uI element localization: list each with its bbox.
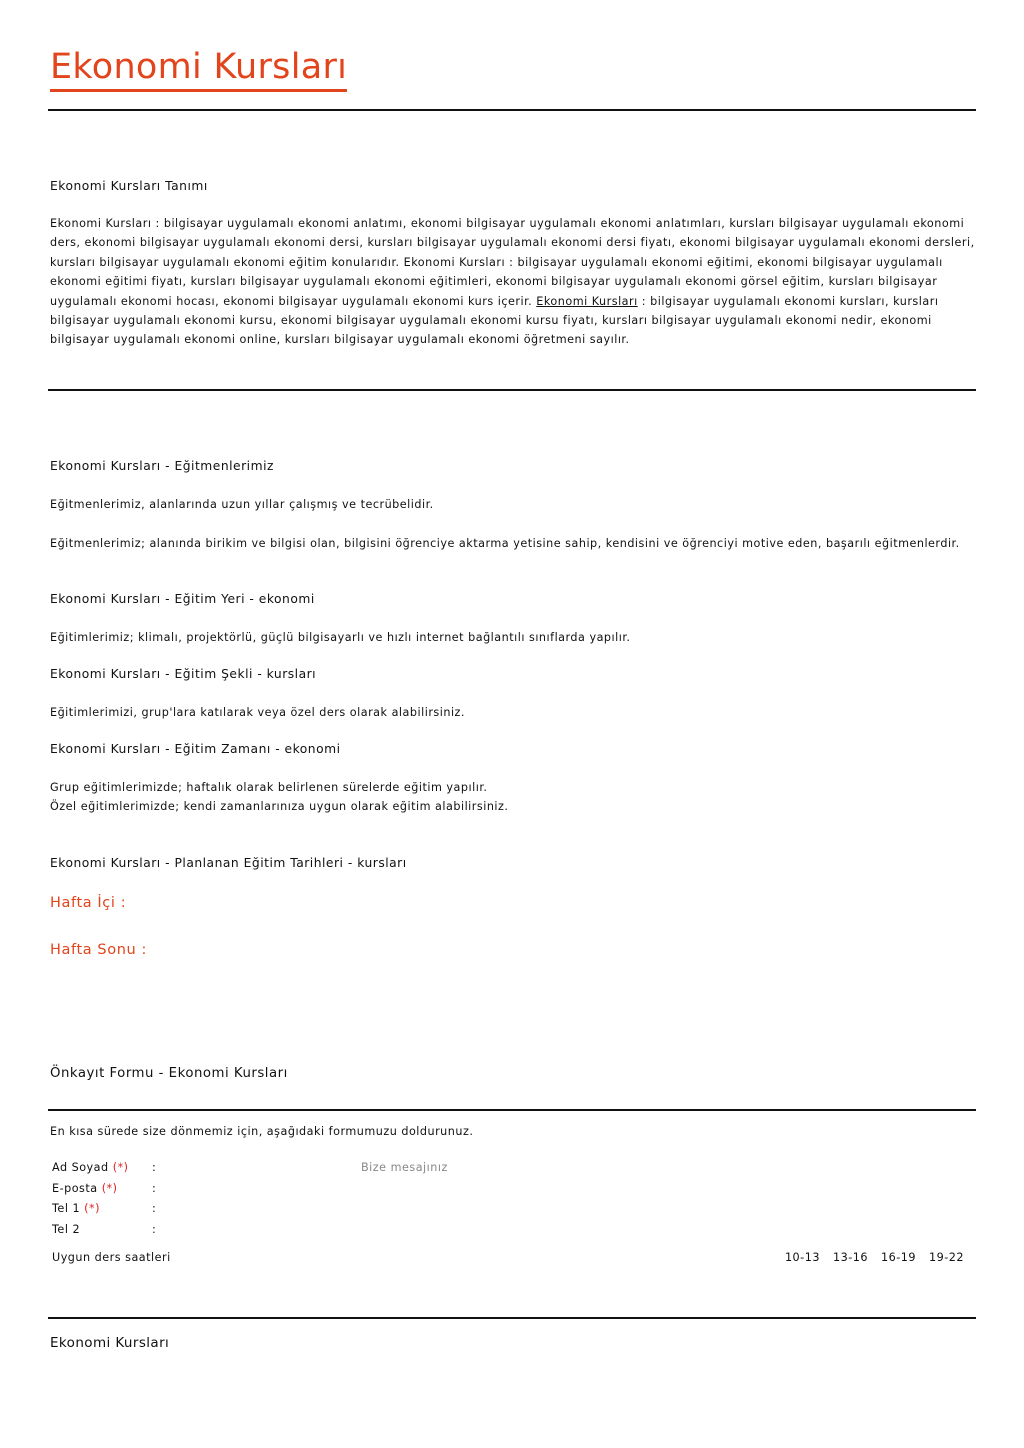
- weekday-label: Hafta İçi :: [50, 895, 127, 911]
- hours-slots: [772, 1251, 964, 1264]
- form-intro: En kısa sürede size dönmemiz için, aşağıdaki formumuzu doldurunuz.: [50, 1125, 474, 1138]
- style-heading: Ekonomi Kursları - Eğitim Şekli - kursları: [50, 667, 317, 681]
- divider: [48, 389, 976, 391]
- footer-title: Ekonomi Kursları: [50, 1335, 170, 1351]
- intro-text-after: : bilgisayar uygulamalı ekonomi kursları, kursları bilgisayar uygulamalı ekonomi kursu, ekonomi bilgisayar uygulamalı ekonomi kursu fiyatı, kursları bilgisayar uygulamalı ekonomi nedir, ekonomi bilgisayar uygulamalı ekonomi online, kursları bilgisayar uygulamalı ekonomi öğretmeni sayılır.: [50, 294, 939, 347]
- field-colon: :: [152, 1182, 157, 1195]
- field-label: Tel 2: [52, 1223, 81, 1236]
- intro-text-before: Ekonomi Kursları : bilgisayar uygulamalı ekonomi anlatımı, ekonomi bilgisayar uygulamalı ekonomi anlatımları, kursları bilgisayar uygulamalı ekonomi ders, ekonomi bilgisayar uygulamalı ekonomi dersi, kursları bilgisayar uygulamalı ekonomi dersi fiyatı, ekonomi bilgisayar uygulamalı ekonomi dersleri, kursları bilgisayar uygulamalı ekonomi eğitim konularıdır. Ekonomi Kursları : bilgisayar uygulamalı ekonomi eğitimi, ekonomi bilgisayar uygulamalı ekonomi eğitimi fiyatı, kursları bilgisayar uygulamalı ekonomi eğitimleri, ekonomi bilgisayar uygulamalı ekonomi görsel eğitim, kursları bilgisayar uygulamalı ekonomi hocası, ekonomi bilgisayar uygulamalı ekonomi kurs içerir.: [50, 217, 975, 308]
- field-colon: :: [152, 1161, 157, 1174]
- field-label: Ad Soyad (*): [52, 1161, 129, 1174]
- field-colon: :: [152, 1202, 157, 1215]
- page-title: Ekonomi Kursları: [50, 46, 347, 92]
- intro-paragraph: [50, 214, 976, 350]
- message-input[interactable]: Bize mesajınız: [361, 1161, 448, 1174]
- time-text-1: Grup eğitimlerimizde; haftalık olarak belirlenen sürelerde eğitim yapılır.: [50, 781, 488, 794]
- intro-link[interactable]: Ekonomi Kursları: [536, 294, 638, 308]
- slot-option[interactable]: 16-19: [880, 1251, 916, 1264]
- slot-option[interactable]: 13-16: [832, 1251, 868, 1264]
- slot-option[interactable]: 19-22: [928, 1251, 964, 1264]
- instructors-text-1: Eğitmenlerimiz, alanlarında uzun yıllar çalışmış ve tecrübelidir.: [50, 498, 434, 511]
- instructors-heading: Ekonomi Kursları - Eğitmenlerimiz: [50, 459, 274, 473]
- field-colon: :: [152, 1223, 157, 1236]
- instructors-text-2: Eğitmenlerimiz; alanında birikim ve bilgisi olan, bilgisini öğrenciye aktarma yetisine sahip, kendisini ve öğrenciyi motive eden, başarılı eğitmenlerdir.: [50, 537, 960, 550]
- divider: [48, 1109, 976, 1111]
- hours-label: Uygun ders saatleri: [52, 1251, 171, 1264]
- slot-option[interactable]: 10-13: [784, 1251, 820, 1264]
- field-label: E-posta (*): [52, 1182, 118, 1195]
- time-heading: Ekonomi Kursları - Eğitim Zamanı - ekonomi: [50, 742, 341, 756]
- divider: [48, 1317, 976, 1319]
- time-text-2: Özel eğitimlerimizde; kendi zamanlarınıza uygun olarak eğitim alabilirsiniz.: [50, 800, 509, 813]
- style-text: Eğitimlerimizi, grup'lara katılarak veya özel ders olarak alabilirsiniz.: [50, 706, 465, 719]
- field-label: Tel 1 (*): [52, 1202, 100, 1215]
- place-text: Eğitimlerimiz; klimalı, projektörlü, güçlü bilgisayarlı ve hızlı internet bağlantılı sınıflarda yapılır.: [50, 631, 631, 644]
- schedule-heading: Ekonomi Kursları - Planlanan Eğitim Tarihleri - kursları: [50, 856, 407, 870]
- intro-heading: Ekonomi Kursları Tanımı: [50, 179, 208, 193]
- place-heading: Ekonomi Kursları - Eğitim Yeri - ekonomi: [50, 592, 315, 606]
- divider: [48, 109, 976, 111]
- form-heading: Önkayıt Formu - Ekonomi Kursları: [50, 1066, 288, 1081]
- weekend-label: Hafta Sonu :: [50, 942, 147, 958]
